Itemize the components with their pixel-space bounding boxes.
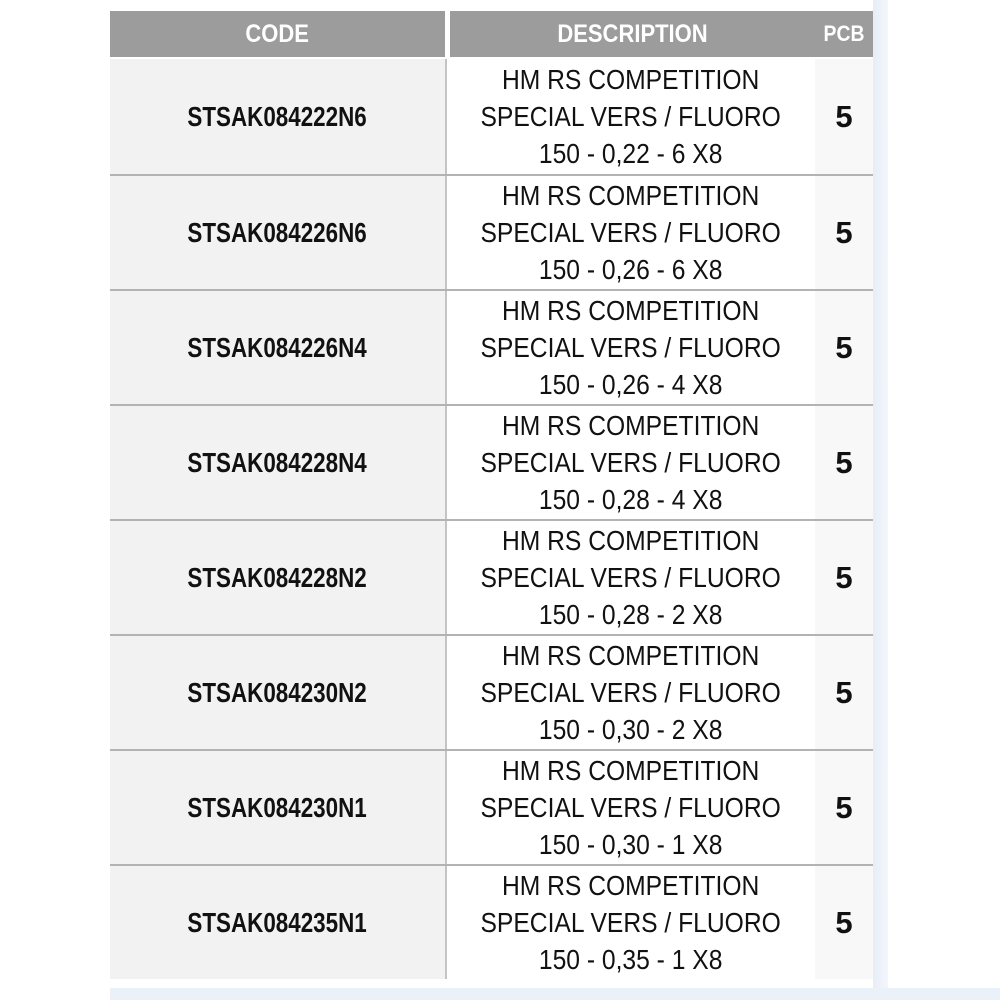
product-description — [481, 177, 781, 288]
description-line: SPECIAL VERS / FLUORO — [480, 447, 782, 478]
code-cell — [110, 751, 447, 864]
table-row — [110, 59, 873, 174]
table-body — [110, 59, 873, 979]
pcb-value: 5 — [835, 559, 853, 595]
description-cell — [447, 176, 815, 289]
description-cell — [447, 291, 815, 404]
product-code: STSAK084226N4 — [187, 331, 368, 363]
description-line: 150 - 0,30 - 2 X8 — [539, 714, 723, 745]
pcb-cell — [815, 176, 873, 289]
description-line: SPECIAL VERS / FLUORO — [480, 792, 782, 823]
product-table — [110, 11, 873, 979]
description-cell — [447, 59, 815, 174]
description-line: HM RS COMPETITION — [502, 870, 760, 901]
code-cell — [110, 291, 447, 404]
product-description — [481, 61, 781, 172]
pcb-value: 5 — [835, 789, 853, 825]
description-cell — [447, 521, 815, 634]
description-line: HM RS COMPETITION — [502, 640, 760, 671]
description-line: HM RS COMPETITION — [502, 295, 760, 326]
description-line: SPECIAL VERS / FLUORO — [480, 101, 782, 132]
description-cell — [447, 636, 815, 749]
product-code: STSAK084228N2 — [187, 561, 368, 593]
pcb-value: 5 — [835, 904, 853, 940]
description-line: 150 - 0,22 - 6 X8 — [539, 138, 723, 169]
column-header-right-block — [450, 11, 873, 57]
pcb-value: 5 — [835, 98, 853, 134]
product-description — [481, 522, 781, 633]
product-description — [481, 867, 781, 978]
code-cell — [110, 59, 447, 174]
description-line: SPECIAL VERS / FLUORO — [480, 217, 782, 248]
column-header-code — [110, 11, 445, 57]
column-header-description: DESCRIPTION — [557, 19, 708, 48]
description-cell — [447, 406, 815, 519]
pcb-cell — [815, 406, 873, 519]
code-cell — [110, 406, 447, 519]
code-cell — [110, 866, 447, 979]
pcb-cell — [815, 636, 873, 749]
code-cell — [110, 521, 447, 634]
code-cell — [110, 636, 447, 749]
pcb-cell — [815, 291, 873, 404]
pcb-value: 5 — [835, 329, 853, 365]
table-row — [110, 634, 873, 749]
description-line: 150 - 0,26 - 4 X8 — [539, 369, 723, 400]
product-code: STSAK084222N6 — [187, 100, 368, 132]
pcb-value: 5 — [835, 444, 853, 480]
code-header-label: CODE — [245, 19, 310, 48]
table-row — [110, 289, 873, 404]
pcb-cell — [815, 521, 873, 634]
pcb-cell — [815, 866, 873, 979]
description-line: 150 - 0,35 - 1 X8 — [539, 944, 723, 975]
description-line: 150 - 0,26 - 6 X8 — [539, 254, 723, 285]
description-line: 150 - 0,28 - 4 X8 — [539, 484, 723, 515]
description-line: 150 - 0,30 - 1 X8 — [539, 829, 723, 860]
product-description — [481, 752, 781, 863]
pcb-cell — [815, 59, 873, 174]
pcb-cell — [815, 751, 873, 864]
product-code: STSAK084228N4 — [187, 446, 368, 478]
product-code: STSAK084230N2 — [187, 676, 368, 708]
product-code: STSAK084226N6 — [187, 216, 368, 248]
description-line: HM RS COMPETITION — [502, 64, 760, 95]
description-cell — [447, 751, 815, 864]
table-row — [110, 404, 873, 519]
description-line: SPECIAL VERS / FLUORO — [480, 677, 782, 708]
description-line: HM RS COMPETITION — [502, 755, 760, 786]
product-description — [481, 292, 781, 403]
table-row — [110, 864, 873, 979]
code-cell — [110, 176, 447, 289]
product-description — [481, 637, 781, 748]
description-line: 150 - 0,28 - 2 X8 — [539, 599, 723, 630]
pcb-value: 5 — [835, 674, 853, 710]
description-line: HM RS COMPETITION — [502, 180, 760, 211]
description-line: HM RS COMPETITION — [502, 525, 760, 556]
product-description — [481, 407, 781, 518]
description-line: HM RS COMPETITION — [502, 410, 760, 441]
product-code: STSAK084235N1 — [187, 906, 368, 938]
product-code: STSAK084230N1 — [187, 791, 368, 823]
table-row — [110, 519, 873, 634]
page-right-edge-tint — [873, 0, 888, 1000]
table-row — [110, 749, 873, 864]
description-line: SPECIAL VERS / FLUORO — [480, 907, 782, 938]
description-line: SPECIAL VERS / FLUORO — [480, 332, 782, 363]
pcb-value: 5 — [835, 214, 853, 250]
table-row — [110, 174, 873, 289]
table-header-row — [110, 11, 873, 57]
description-line: SPECIAL VERS / FLUORO — [480, 562, 782, 593]
description-cell — [447, 866, 815, 979]
column-header-pcb: PCB — [823, 21, 865, 46]
page-bottom-edge-tint — [110, 988, 1000, 1000]
